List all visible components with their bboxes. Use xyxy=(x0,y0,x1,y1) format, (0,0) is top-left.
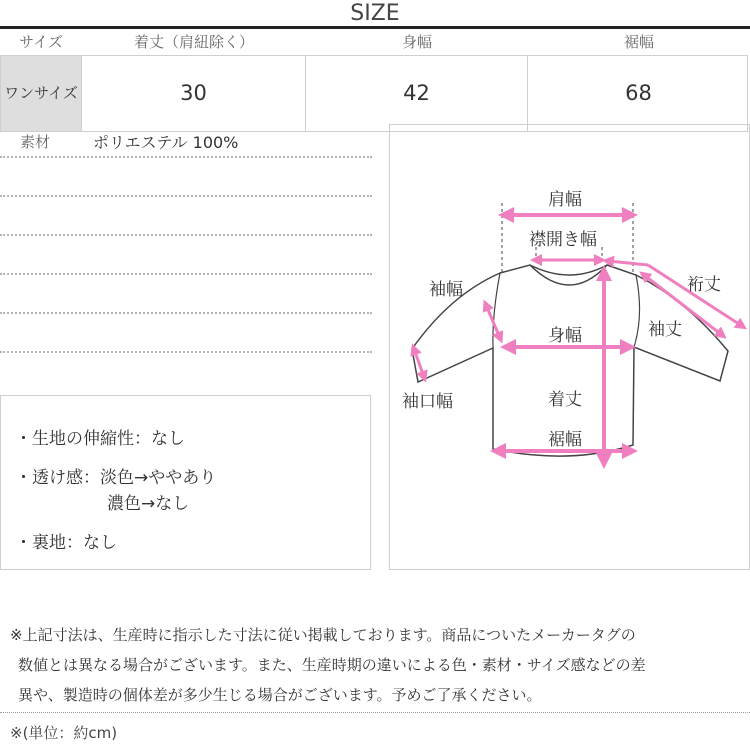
notes-divider xyxy=(0,712,750,713)
row-label-one-size: ワンサイズ xyxy=(0,55,82,132)
value-body-width: 42 xyxy=(306,55,528,132)
note-line: ※上記寸法は、生産時に指示した寸法に従い掲載しております。商品についたメーカータグの xyxy=(10,626,636,644)
label-sleeve-length: 袖丈 xyxy=(648,320,682,340)
label-sleeve-width: 袖幅 xyxy=(429,280,463,300)
size-table-header xyxy=(0,30,750,54)
armhole-right xyxy=(634,275,640,347)
label-yuki: 裄丈 xyxy=(687,275,721,295)
material-row xyxy=(0,128,372,158)
property-lining: ・裏地：なし xyxy=(15,533,117,553)
value-length: 30 xyxy=(82,55,306,132)
note-line: 異や、製造時の個体差が多少生じる場合がございます。予めご了承ください。 xyxy=(18,686,542,704)
header-length: 着丈（肩紐除く） xyxy=(133,33,254,51)
label-body-width: 身幅 xyxy=(548,326,582,346)
size-title: SIZE xyxy=(350,1,400,26)
label-shoulder: 肩幅 xyxy=(548,190,582,210)
header-size: サイズ xyxy=(19,33,63,51)
size-diagram xyxy=(389,124,750,570)
material-value: ポリエステル 100% xyxy=(93,133,239,152)
label-hem-width: 裾幅 xyxy=(548,430,582,450)
dotted-divider xyxy=(0,312,372,314)
note-line: 数値とは異なる場合がございます。また、生産時期の違いによる色・素材・サイズ感などの差 xyxy=(18,656,646,674)
cuff-width-arrow xyxy=(414,349,424,377)
material-label: 素材 xyxy=(20,133,51,151)
dotted-divider xyxy=(0,273,372,275)
label-cuff-width: 袖口幅 xyxy=(402,392,453,412)
dotted-divider xyxy=(0,195,372,197)
yuki-arrow xyxy=(608,261,648,265)
title-divider xyxy=(0,26,750,29)
header-hem-width: 裾幅 xyxy=(623,33,654,51)
value-hem-width: 68 xyxy=(625,81,652,105)
dotted-divider xyxy=(0,234,372,236)
dotted-divider xyxy=(0,351,372,353)
fabric-properties-box xyxy=(0,395,371,570)
header-body-width: 身幅 xyxy=(401,33,432,51)
unit-note: ※(単位：約cm) xyxy=(10,724,118,742)
property-stretch: ・生地の伸縮性：なし xyxy=(15,429,185,449)
property-sheerness-dark: 濃色→なし xyxy=(107,494,190,514)
property-sheerness: ・透け感：淡色→ややあり xyxy=(15,468,217,488)
label-length: 着丈 xyxy=(548,390,582,410)
label-neck-width: 襟開き幅 xyxy=(529,230,597,250)
